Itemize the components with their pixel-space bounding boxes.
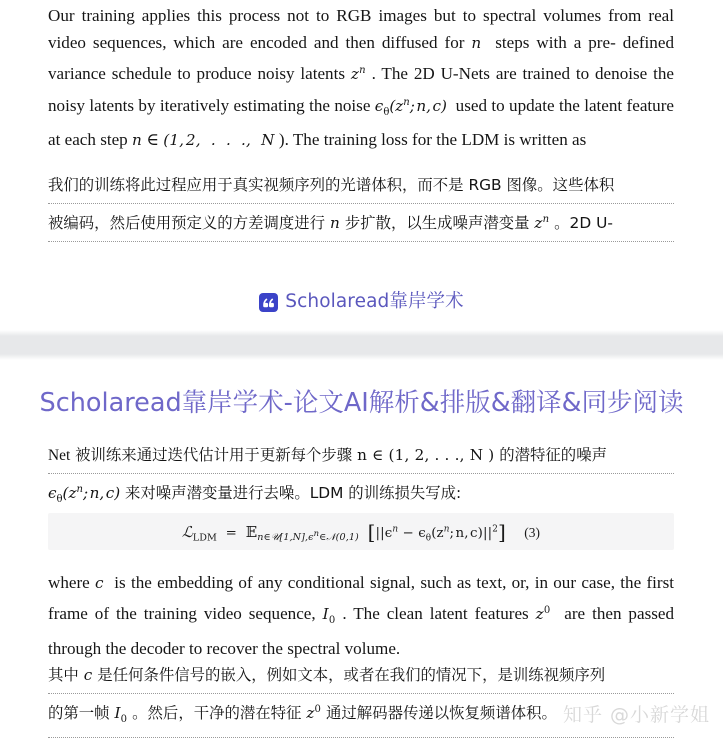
band-bottom-fade <box>0 354 723 360</box>
quote-badge-icon <box>259 293 278 312</box>
equation-block <box>48 513 674 550</box>
chinese-paragraph-2 <box>48 440 674 518</box>
math-i0-2: $I_0$ <box>114 704 128 726</box>
zh-p2-line-2 <box>48 474 674 518</box>
zh-p3-seg-a: 其中 <box>48 666 84 684</box>
math-c: c <box>95 574 104 592</box>
en-p1-line-3: defined variance schedule to produce noisy latents $z^n$ . The 2D U-Nets are trained <box>48 33 674 84</box>
equation-latex-rendered: ℒ$_{LDM}$ = 𝔼$_{n\in 𝒰[1,N],\epsilon n\in 𝒩(0,1)}$ [$||\epsilon^n - \epsilon_\theta(z^n$; n, $c)||^2$] (3) <box>181 519 541 544</box>
math-n-range: n <box>132 130 142 149</box>
clipped-next-line <box>48 741 674 751</box>
english-paragraph-2 <box>48 569 674 662</box>
en-p1-line-5: update the latent feature at each step n ∈ (1, 2, . . ., N ). The training loss for <box>48 95 674 149</box>
brand-name-label: Scholaread靠岸学术 <box>285 291 464 313</box>
zh-p2-line-1 <box>48 440 674 474</box>
zh-p3-seg-c: 是任何条件信号的嵌入，例如文本，或者在我们的情况下，是训练视频序列 <box>92 666 606 684</box>
math-epsilon-theta: $\epsilon_\theta(z^n$; n, c) <box>374 96 447 118</box>
loss-symbol: ℒ <box>181 522 193 541</box>
en-p1-line-2: real video sequences, which are encoded and then diffused for n steps with a pre- <box>48 6 674 53</box>
math-z0: $z^0$ <box>535 605 551 624</box>
math-c-2: c <box>83 666 93 684</box>
math-z-2: $z^n$ <box>534 214 550 233</box>
zh-p1-seg-c: 步扩散，以生成噪声潜变量 <box>339 214 535 233</box>
zh-p3-seg-e: 。然后，干净的潜在特征 <box>127 704 307 723</box>
math-z0-2: $z^0$ <box>306 704 322 723</box>
watermark: 知乎 @小新学姐 <box>563 704 711 726</box>
zh-p3-seg-g: 通过解码器传递以恢复频谱体积。 <box>321 704 557 723</box>
zh-p1-line-1: 我们的训练将此过程应用于真实视频序列的光谱体积，而不是 RGB 图像。这些体积 <box>48 170 674 204</box>
zh-p3-seg-d: 的第一帧 <box>48 704 115 723</box>
math-n-range-2: n ∈ (1, 2, . . ., N ) <box>357 446 495 464</box>
zh-p3-line-1 <box>48 660 674 694</box>
en-p2-line-1: where c is the embedding of any conditional signal, such as text, or, in our case, <box>48 573 616 592</box>
math-i0: $I_0$ <box>322 605 336 627</box>
math-range: (1, 2, . . ., N <box>163 130 275 149</box>
promo-heading: Scholaread靠岸学术-论文AI解析&排版&翻译&同步阅读 <box>39 388 684 418</box>
zh-p1-seg-a: 被编码，然后使用预定义的方差调度进行 <box>48 214 330 233</box>
english-paragraph-1 <box>48 2 674 154</box>
en-p1-line-6: the LDM is written as <box>436 129 587 149</box>
zh-p1-seg-f: 。2D U- <box>549 214 613 233</box>
en-p1-line-4: to denoise the noisy latents by iteratively estimating the noise $\epsilon_\theta(z^n$; n, c) used to <box>48 64 674 118</box>
en-p1-line-1: Our training applies this process not to RGB images but to spectral volumes from <box>48 6 642 25</box>
zh-p2-seg-text: 来对噪声潜变量进行去噪。LDM 的训练损失写成: <box>120 484 462 503</box>
math-zn: $z^n$ <box>350 65 366 84</box>
zh-p2-seg-d: 的潜特征的噪声 <box>494 446 607 464</box>
equation-number: (3) <box>524 524 541 540</box>
zh-p2-net: Net <box>48 447 71 464</box>
en-p2-line-2: the first frame of the training video sequence, $I_0$ . The clean latent features $z^0$ are <box>48 573 674 627</box>
section-divider-band <box>0 336 723 354</box>
scholaread-brand-row[interactable] <box>0 293 723 313</box>
math-epsilon-theta-2: $\epsilon_\theta(z^n$; n, c) <box>48 484 121 506</box>
math-n-2: n <box>329 214 340 233</box>
chinese-paragraph-1 <box>48 170 674 242</box>
zh-p2-seg-b: 被训练来通过迭代估计用于更新每个步骤 <box>70 446 358 464</box>
brand-inline-group[interactable] <box>259 293 464 312</box>
expectation-symbol: 𝔼 <box>245 522 258 541</box>
math-n: n <box>471 34 482 53</box>
zh-p1-line-2 <box>48 204 674 242</box>
en-p2-line-3: then passed through the decoder to recover the spectral volume. <box>48 604 675 658</box>
